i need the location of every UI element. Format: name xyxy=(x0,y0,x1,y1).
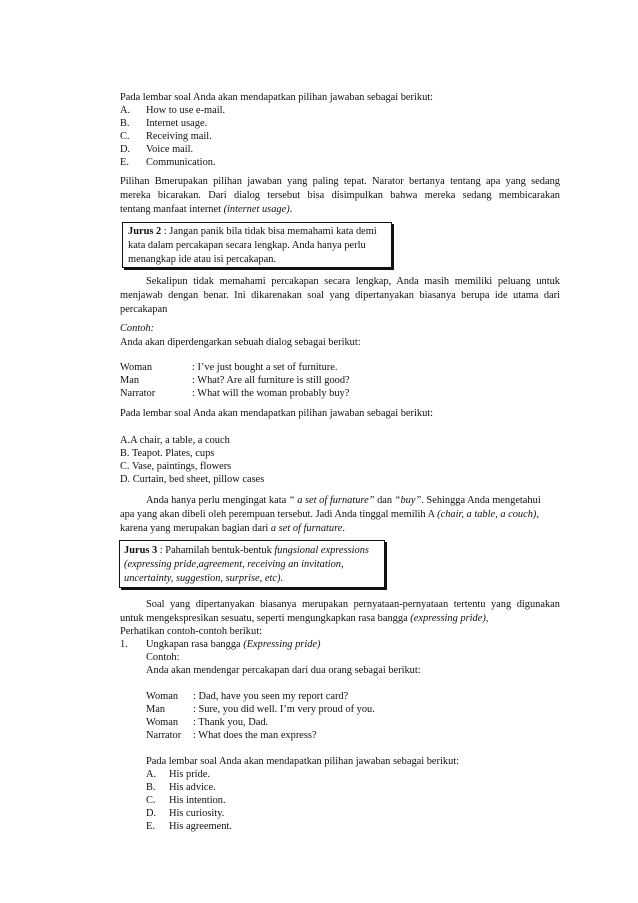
dialog-speaker: Woman xyxy=(146,691,179,702)
dialog-line: : What will the woman probably buy? xyxy=(192,388,350,399)
option-letter: E. xyxy=(120,157,129,168)
option-letter: A. xyxy=(120,105,131,116)
option-text: Internet usage. xyxy=(146,118,208,129)
dialog-intro: Anda akan mendengar percakapan dari dua orang sebagai berikut: xyxy=(146,665,421,676)
paragraph-line: percakapan xyxy=(120,304,168,315)
dialog-line: : What? Are all furniture is still good? xyxy=(192,375,350,386)
dialog-line: : Thank you, Dad. xyxy=(193,717,269,728)
option-item: B. Teapot. Plates, cups xyxy=(120,448,215,459)
intro-text: Pada lembar soal Anda akan mendapatkan pilihan jawaban sebagai berikut: xyxy=(120,92,434,103)
paragraph-line: tentang manfaat internet (internet usage). xyxy=(120,204,293,215)
paragraph-line: Soal yang dipertanyakan biasanya merupakan pernyataan-pernyataan tertentu yang digunakan xyxy=(146,599,560,610)
dialog-line: : Dad, have you seen my report card? xyxy=(193,691,349,702)
tip-line: menangkap ide atau isi percakapan. xyxy=(128,254,277,265)
option-text: Voice mail. xyxy=(146,144,194,155)
option-text: Communication. xyxy=(146,157,216,168)
paragraph-line: mereka bicarakan. Dari dialog tersebut bisa disimpulkan bahwa mereka sedang membicarakan xyxy=(120,190,560,201)
tip-line: uncertainty, suggestion, surprise, etc). xyxy=(124,573,284,584)
dialog-speaker: Man xyxy=(146,704,166,715)
intro-text: Pada lembar soal Anda akan mendapatkan pilihan jawaban sebagai berikut: xyxy=(146,756,460,767)
option-text: His advice. xyxy=(169,782,216,793)
paragraph-line: Sekalipun tidak memahami percakapan secara lengkap, Anda masih memiliki peluang untuk xyxy=(146,276,560,287)
dialog-speaker: Narrator xyxy=(120,388,156,399)
paragraph-line: untuk mengekspresikan sesuatu, seperti mengungkapkan rasa bangga (expressing pride), xyxy=(120,613,489,624)
item-number: 1. xyxy=(120,639,128,650)
paragraph-line: apa yang akan dibeli oleh perempuan tersebut. Jadi Anda tinggal memilih A (chair, a table, a couch), xyxy=(120,509,539,520)
option-letter: D. xyxy=(120,144,131,155)
tip-title: Jurus 3 xyxy=(124,545,158,556)
option-text: His curiosity. xyxy=(169,808,225,819)
tip-line: (expressing pride,agreement, receiving an invitation, xyxy=(124,559,344,570)
paragraph-line: menjawab dengan benar. Ini dikarenakan soal yang dipertanyakan biasanya berupa ide utama dari xyxy=(120,290,560,301)
intro-text: Pada lembar soal Anda akan mendapatkan pilihan jawaban sebagai berikut: xyxy=(120,408,434,419)
option-item: A.A chair, a table, a couch xyxy=(120,435,230,446)
tip-title: Jurus 2 xyxy=(128,226,162,237)
option-letter: C. xyxy=(120,131,130,142)
dialog-speaker: Woman xyxy=(120,362,153,373)
option-text: His agreement. xyxy=(169,821,232,832)
option-letter: B. xyxy=(146,782,156,793)
example-label: Contoh: xyxy=(146,652,180,663)
paragraph-line: Anda hanya perlu mengingat kata “ a set of furnature” dan “buy”. Sehingga Anda mengetahui xyxy=(146,495,541,506)
paragraph-line: Pilihan Bmerupakan pilihan jawaban yang paling tepat. Narator bertanya tentang apa yang sedang xyxy=(120,176,560,187)
paragraph-line: Perhatikan contoh-contoh berikut: xyxy=(120,626,262,637)
option-item: C. Vase, paintings, flowers xyxy=(120,461,232,472)
tip-line: Jurus 2 : Jangan panik bila tidak bisa memahami kata demi xyxy=(128,226,377,237)
item-title: Ungkapan rasa bangga (Expressing pride) xyxy=(146,639,321,650)
option-letter: C. xyxy=(146,795,156,806)
dialog-speaker: Man xyxy=(120,375,140,386)
dialog-line: : I’ve just bought a set of furniture. xyxy=(192,362,338,373)
dialog-line: : Sure, you did well. I’m very proud of you. xyxy=(193,704,375,715)
option-letter: D. xyxy=(146,808,157,819)
dialog-intro: Anda akan diperdengarkan sebuah dialog sebagai berikut: xyxy=(120,337,361,348)
option-letter: A. xyxy=(146,769,157,780)
option-text: Receiving mail. xyxy=(146,131,212,142)
dialog-speaker: Narrator xyxy=(146,730,182,741)
tip-box-jurus-3 xyxy=(119,540,385,588)
option-item: D. Curtain, bed sheet, pillow cases xyxy=(120,474,265,485)
dialog-speaker: Woman xyxy=(146,717,179,728)
example-label: Contoh: xyxy=(120,323,155,334)
tip-line: Jurus 3 : Pahamilah bentuk-bentuk fungsional expressions xyxy=(124,545,369,556)
option-text: His pride. xyxy=(169,769,210,780)
option-text: His intention. xyxy=(169,795,226,806)
tip-box-jurus-2 xyxy=(122,222,392,268)
dialog-line: : What does the man express? xyxy=(193,730,317,741)
paragraph-line: karena yang merupakan bagian dari a set of furnature. xyxy=(120,523,345,534)
option-text: How to use e-mail. xyxy=(146,105,226,116)
option-letter: B. xyxy=(120,118,130,129)
option-letter: E. xyxy=(146,821,155,832)
tip-line: kata dalam percakapan secara lengkap. Anda hanya perlu xyxy=(128,240,366,251)
